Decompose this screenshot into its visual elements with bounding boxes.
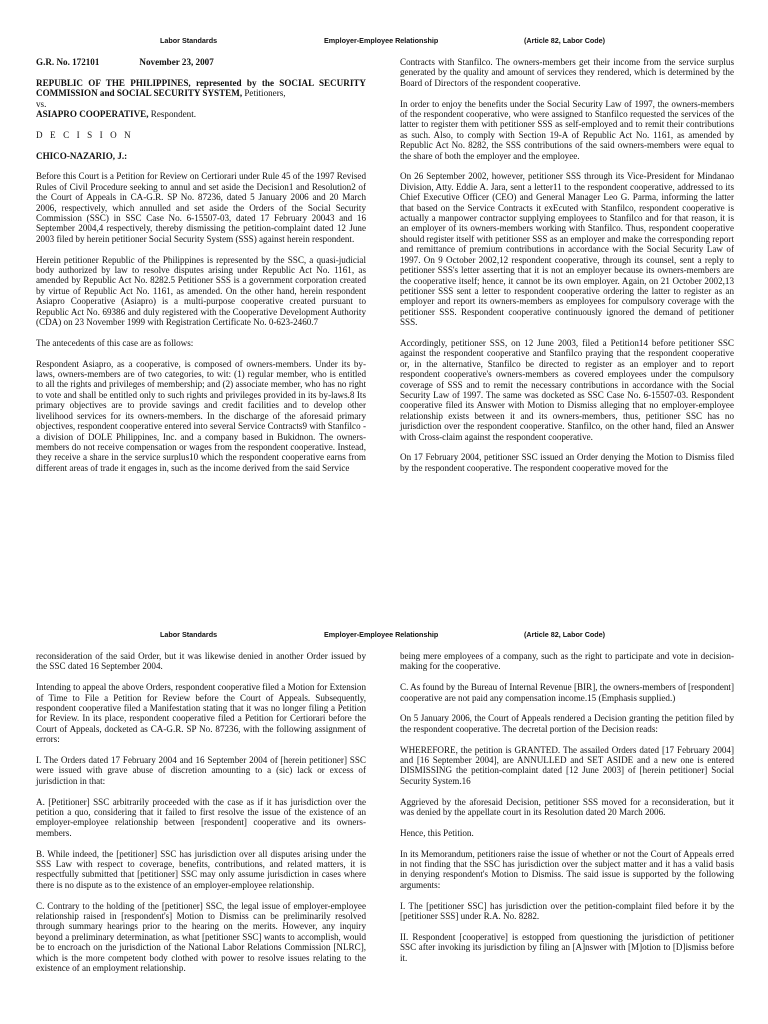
page-2 <box>0 512 768 1024</box>
paragraph: being mere employees of a company, such as the right to participate and vote in decision-making for the cooperative. <box>400 651 734 672</box>
paragraph: I. The Orders dated 17 February 2004 and 16 September 2004 of [herein petitioner] SSC were issued with grave abuse of discretion amounting to a (sic) lack or excess of jurisdiction in that: <box>36 755 366 786</box>
paragraph: In its Memorandum, petitioners raise the issue of whether or not the Court of Appeals erred in not finding that the SSC has jurisdiction over the subject matter and it has a valid basis in denying respondent's Motion to Dismiss. The said issue is supported by the following arguments: <box>400 848 734 890</box>
header-right: (Article 82, Labor Code) <box>524 630 606 639</box>
header-left: Labor Standards <box>160 36 218 45</box>
paragraph: Contracts with Stanfilco. The owners-members get their income from the service surplus generated by the quality and amount of services they rendered, which is determined by the Board of Directors of the respondent cooperative. <box>400 57 734 88</box>
left-column <box>36 57 366 484</box>
petitioner-label: Petitioners, <box>242 88 286 99</box>
paragraph: WHEREFORE, the petition is GRANTED. The assailed Orders dated [17 February 2004] and [16 September 2004], are ANNULLED and SET ASIDE and a new one is entered DISMISSING the petition-complaint dated [12 June 2003] of [herein petitioner] Social Security System.16 <box>400 744 734 786</box>
paragraph: Before this Court is a Petition for Review on Certiorari under Rule 45 of the 1997 Revised Rules of Civil Procedure seeking to annul and set aside the Decision1 and Resolution2 of the Court of Appeals in CA-G.R. SP No. 87236, dated 5 January 2006 and 20 March 2006, respectively, which annulled and set aside the Orders of the Social Security Commission (SSC) in SSC Case No. 6-15507-03, dated 17 February 20043 and 16 September 2004,4 respectively, thereby dismissing the petition-complaint dated 12 June 2003 filed by herein petitioner Social Security System (SSS) against herein respondent. <box>36 171 366 244</box>
decision-heading: D E C I S I O N <box>36 129 134 140</box>
running-header <box>0 36 768 50</box>
paragraph: Aggrieved by the aforesaid Decision, petitioner SSS moved for a reconsideration, but it was denied by the appellate court in its Resolution dated 20 March 2006. <box>400 796 734 818</box>
paragraph: I. The [petitioner SSC] has jurisdiction over the petition-complaint filed before it by the [petitioner SSS] under R.A. No. 8282. <box>400 900 734 922</box>
header-center: Employer-Employee Relationship <box>324 36 439 45</box>
paragraph: Herein petitioner Republic of the Philippines is represented by the SSC, a quasi-judicial body authorized by law to resolve disputes arising under Republic Act No. 1161, as amended by Republic Act No. 8282.5 Petitioner SSS is a government corporation created by virtue of Republic Act No. 1161, as amended. On the other hand, herein respondent Asiapro Cooperative (Asiapro) is a multi-purpose cooperative created pursuant to Republic Act No. 69386 and duly registered with the Cooperative Development Authority (CDA) on 23 November 1999 with Registration Certificate No. 0-623-2460.7 <box>36 254 366 328</box>
running-header <box>0 630 768 644</box>
header-left: Labor Standards <box>160 630 218 639</box>
case-number: G.R. No. 172101 <box>36 57 100 67</box>
paragraph: On 17 February 2004, petitioner SSC issued an Order denying the Motion to Dismiss filed by the respondent cooperative. The respondent cooperative moved for the <box>400 452 734 473</box>
paragraph: Hence, this Petition. <box>400 827 474 838</box>
right-column <box>400 57 734 484</box>
versus: vs. <box>36 98 47 109</box>
paragraph: II. Respondent [cooperative] is estopped from questioning the jurisdiction of petitioner SSC after invoking its jurisdiction by filing an [A]nswer with [M]otion to [D]ismiss before it. <box>400 931 734 963</box>
case-caption <box>36 57 366 67</box>
paragraph: reconsideration of the said Order, but it was likewise denied in another Order issued by the SSC dated 16 September 2004. <box>36 651 366 672</box>
right-column <box>400 651 734 973</box>
respondent-label: Respondent. <box>148 109 197 120</box>
paragraph: B. While indeed, the [petitioner] SSC has jurisdiction over all disputes arising under the SSS Law with respect to coverage, benefits, contributions, and related matters, it is respectfully submitted that [petitioner] SSC may only assume jurisdiction in cases where there is no dispute as to the existence of an employer-employee relationship. <box>36 848 366 890</box>
paragraph: On 5 January 2006, the Court of Appeals rendered a Decision granting the petition filed by the respondent cooperative. The decretal portion of the Decision reads: <box>400 713 734 734</box>
header-center: Employer-Employee Relationship <box>324 630 439 639</box>
header-right: (Article 82, Labor Code) <box>524 36 606 45</box>
page-1 <box>0 0 768 500</box>
left-column <box>36 651 366 984</box>
paragraph: Respondent Asiapro, as a cooperative, is composed of owners-members. Under its by-laws, owners-members are of two categories, to wit: (1) regular member, who is entitled to all the rights and privileges of membership; and (2) associate member, who has no right to vote and shall be entitled only to such rights and privileges provided in its by-laws.8 Its primary objectives are to provide savings and credit facilities and to develop other livelihood services for its owners-members. In the discharge of the aforesaid primary objectives, respondent cooperative entered into several Service Contracts9 with Stanfilco - a division of DOLE Philippines, Inc. and a company based in Bukidnon. The owners-members do not receive compensation or wages from the respondent cooperative. Instead, they receive a share in the service surplus10 which the respondent cooperative earns from different areas of trade it engages in, such as the income derived from the said Service <box>36 358 366 473</box>
paragraph: In order to enjoy the benefits under the Social Security Law of 1997, the owners-members of the respondent cooperative, who were assigned to Stanfilco requested the services of the latter to register them with petitioner SSS as self-employed and to remit their contributions as such. Also, to comply with Section 19-A of Republic Act No. 1161, as amended by Republic Act No. 8282, the SSS contributions of the said owners-members were equal to the share of both the employer and the employee. <box>400 98 734 161</box>
respondent-name: ASIAPRO COOPERATIVE, <box>36 109 149 120</box>
petitioner-name: REPUBLIC OF THE PHILIPPINES, represented by the SOCIAL SECURITY COMMISSION and SOCIAL SECURITY SYSTEM, <box>36 77 366 99</box>
paragraph: The antecedents of this case are as follows: <box>36 337 194 348</box>
paragraph: Accordingly, petitioner SSS, on 12 June 2003, filed a Petition14 before petitioner SSC against the respondent cooperative and Stanfilco praying that the respondent cooperative or, in the alternative, Stanfilco be directed to register as an employer and to report respondent cooperative's owners-members as covered employees under the compulsory coverage of SSS and to remit the necessary contributions in accordance with the Social Security Law of 1997. The same was docketed as SSC Case No. 6-15507-03. Respondent cooperative filed its Answer with Motion to Dismiss alleging that no employer-employee relationship exists between it and its owners-members, thus, petitioner SSC has no jurisdiction over the respondent cooperative. Stanfilco, on the other hand, filed an Answer with Cross-claim against the respondent cooperative. <box>400 337 734 442</box>
paragraph: On 26 September 2002, however, petitioner SSS through its Vice-President for Mindanao Division, Atty. Eddie A. Jara, sent a letter11 to the respondent cooperative, addressed to its Chief Executive Officer (CEO) and General Manager Leo G. Parma, informing the latter that based on the Service Contracts it exEcuted with Stanfilco, respondent cooperative is actually a manpower contractor supplying employees to Stanfilco and for that reason, it is an employer of its owners-members working with Stanfilco. Thus, respondent cooperative should register itself with petitioner SSS as an employer and make the corresponding report and remittance of premium contributions in accordance with the Social Security Law of 1997. On 9 October 2002,12 respondent cooperative, through its counsel, sent a reply to petitioner SSS's letter asserting that it is not an employer because its owners-members are the cooperative itself; hence, it cannot be its own employer. Again, on 21 October 2002,13 petitioner SSS sent a letter to respondent cooperative ordering the latter to register as an employer and report its owners-members as employees for compulsory coverage with the petitioner SSS. Respondent cooperative continuously ignored the demand of petitioner SSS. <box>400 171 734 328</box>
paragraph: A. [Petitioner] SSC arbitrarily proceeded with the case as if it has jurisdiction over the petition a quo, considering that it failed to first resolve the issue of the existence of an employer-employee relationship between [respondent] cooperative and its owners-members. <box>36 796 366 838</box>
case-date: November 23, 2007 <box>139 57 214 67</box>
paragraph: Intending to appeal the above Orders, respondent cooperative filed a Motion for Extension of Time to File a Petition for Review before the Court of Appeals. Subsequently, respondent cooperative filed a Manifestation stating that it was no longer filing a Petition for Review. In its place, respondent cooperative filed a Petition for Certiorari before the Court of Appeals, docketed as CA-G.R. SP No. 87236, with the following assignment of errors: <box>36 682 366 745</box>
paragraph: C. As found by the Bureau of Internal Revenue [BIR], the owners-members of [respondent] cooperative are not paid any compensation income.15 (Emphasis supplied.) <box>400 682 734 703</box>
paragraph: C. Contrary to the holding of the [petitioner] SSC, the legal issue of employer-employee relationship raised in [respondent's] Motion to Dismiss can be preliminarily resolved through summary hearings prior to the hearing on the merits. However, any inquiry beyond a preliminary determination, as what [petitioner SSC] wants to accomplish, would be to encroach on the jurisdiction of the National Labor Relations Commission [NLRC], which is the more competent body clothed with power to resolve issues relating to the existence of an employment relationship. <box>36 900 366 974</box>
parties <box>36 78 366 120</box>
ponente: CHICO-NAZARIO, J.: <box>36 150 128 161</box>
